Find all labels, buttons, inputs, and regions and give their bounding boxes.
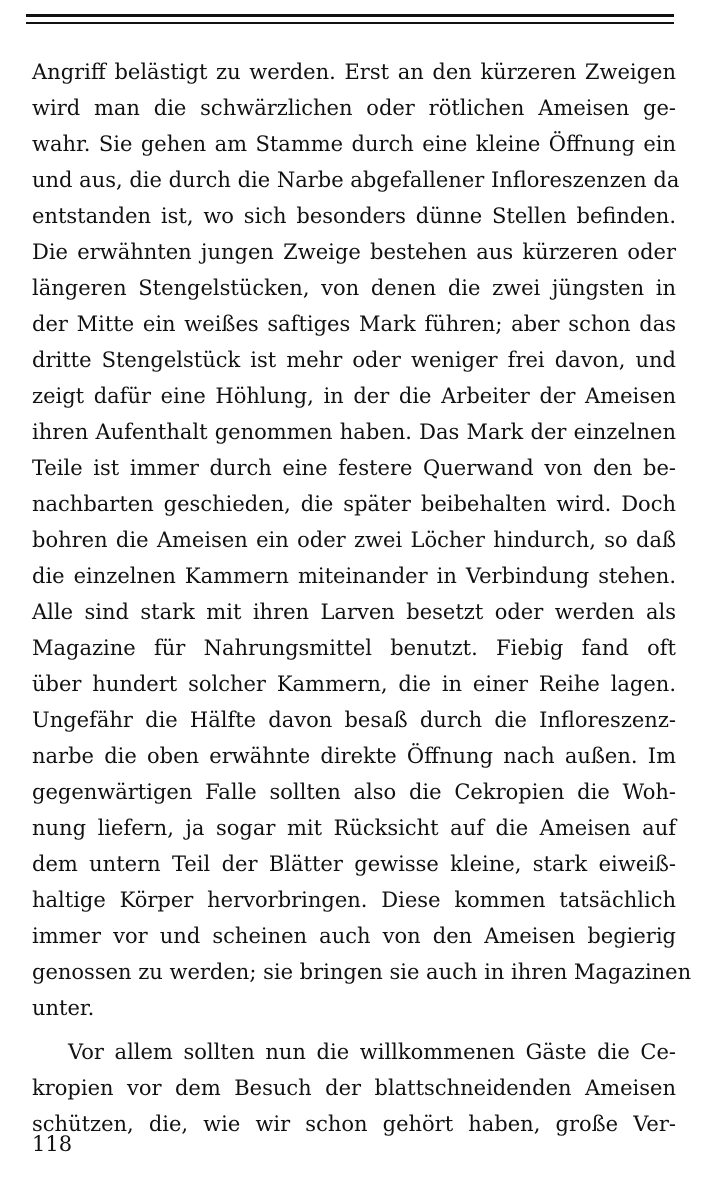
text-line: und aus, die durch die Narbe abgefallener Infloreszenzen da [32,168,680,192]
text-line: Teile ist immer durch eine festere Querwand von den be- [32,456,676,480]
text-line: narbe die oben erwähnte direkte Öffnung nach außen. Im [32,744,676,768]
text-line: genossen zu werden; sie bringen sie auch in ihren Magazinen [32,960,692,984]
text-line: Angriff belästigt zu werden. Erst an den kürzeren Zweigen [32,60,676,84]
text-line: der Mitte ein weißes saftiges Mark führen; aber schon das [32,312,676,336]
paragraph-gap [32,1026,676,1034]
text-line: Ungefähr die Hälfte davon besaß durch die Infloreszenz- [32,708,676,732]
text-line: die einzelnen Kammern miteinander in Verbindung stehen. [32,564,676,588]
text-line: bohren die Ameisen ein oder zwei Löcher hindurch, so daß [32,528,676,552]
text-line: nachbarten geschieden, die später beibehalten wird. Doch [32,492,676,516]
text-line: Die erwähnten jungen Zweige bestehen aus kürzeren oder [32,240,676,264]
text-line: dritte Stengelstück ist mehr oder weniger frei davon, und [32,348,676,372]
text-line: entstanden ist, wo sich besonders dünne Stellen befinden. [32,204,676,228]
header-rule-thick [26,14,674,17]
text-line: immer vor und scheinen auch von den Ameisen begierig [32,924,676,948]
page-number: 118 [32,1132,73,1156]
paragraph-2 [32,1034,676,1142]
text-line: zeigt dafür eine Höhlung, in der die Arbeiter der Ameisen [32,384,676,408]
text-line: nung liefern, ja sogar mit Rücksicht auf die Ameisen auf [32,816,676,840]
text-line: schützen, die, wie wir schon gehört haben, große Ver- [32,1112,676,1136]
text-line: wird man die schwärzlichen oder rötlichen Ameisen ge- [32,96,676,120]
text-line: Magazine für Nahrungsmittel benutzt. Fiebig fand oft [32,636,676,660]
text-line: wahr. Sie gehen am Stamme durch eine kleine Öffnung ein [32,132,676,156]
text-line: kropien vor dem Besuch der blattschneidenden Ameisen [32,1076,676,1100]
paragraph-1 [32,54,692,1026]
text-line: Vor allem sollten nun die willkommenen Gäste die Ce- [68,1040,676,1064]
header-rule-thin [26,22,674,24]
text-line: ihren Aufenthalt genommen haben. Das Mark der einzelnen [32,420,676,444]
text-line: Alle sind stark mit ihren Larven besetzt oder werden als [32,600,676,624]
body-text [32,54,692,1142]
text-line: dem untern Teil der Blätter gewisse kleine, stark eiweiß- [32,852,676,876]
text-line: unter. [32,996,95,1020]
text-line: über hundert solcher Kammern, die in einer Reihe lagen. [32,672,676,696]
text-line: gegenwärtigen Falle sollten also die Cekropien die Woh- [32,780,676,804]
text-line: haltige Körper hervorbringen. Diese kommen tatsächlich [32,888,676,912]
text-line: längeren Stengelstücken, von denen die zwei jüngsten in [32,276,676,300]
